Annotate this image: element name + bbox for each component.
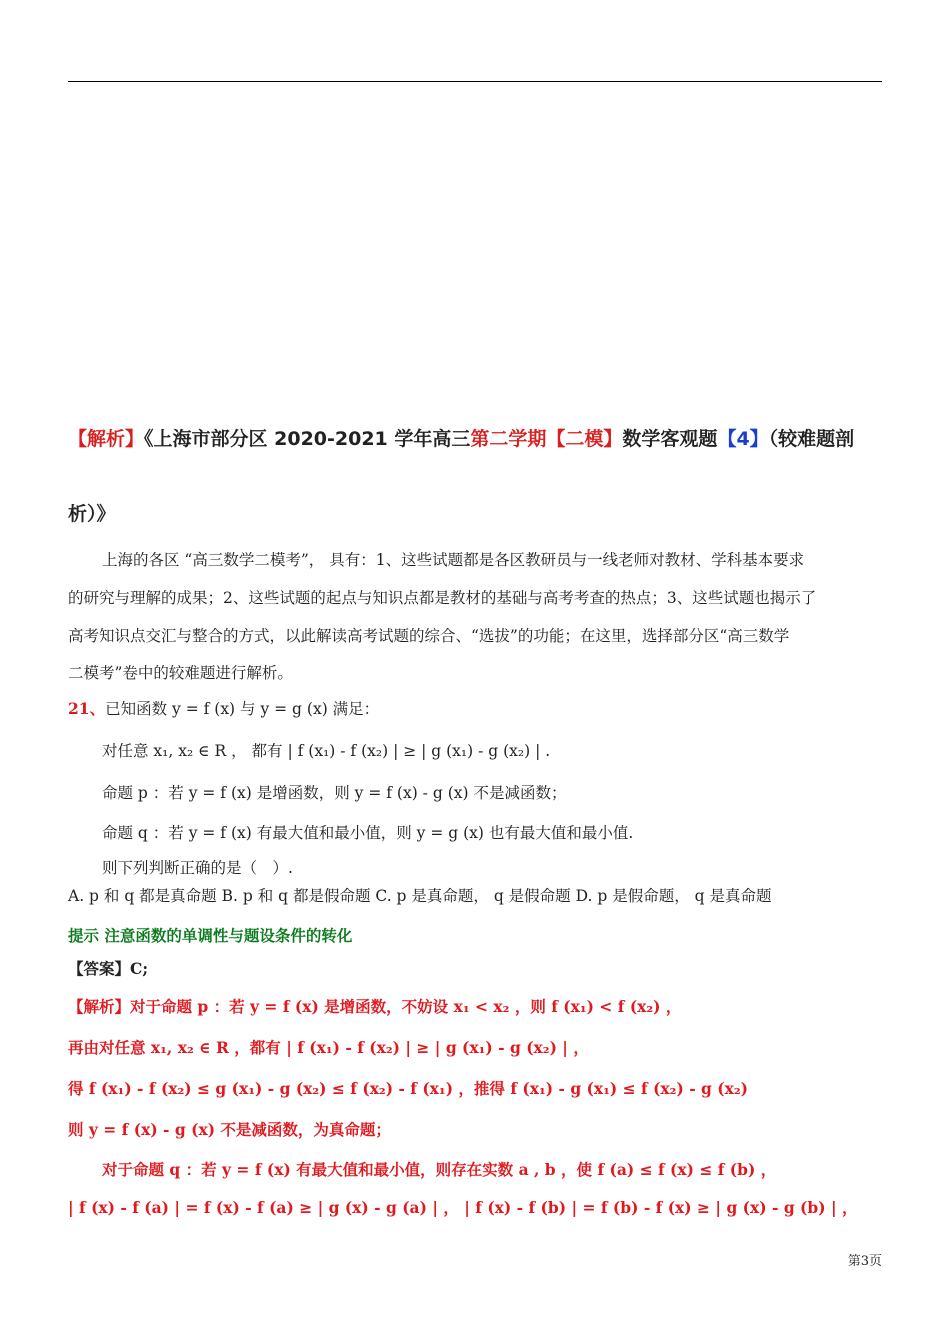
title-part1: 《上海市部分区 2020-2021 学年高三 (144, 428, 471, 450)
analysis-line-5: 对于命题 q ：若 y = f (x) 有最大值和最小值，则存在实数 a , b ，使 f (a) ≤ f (x) ≤ f (b) ， (102, 1160, 777, 1179)
title-highlight: 第二学期【二模】 (470, 428, 623, 450)
intro-line-1: 上海的各区 “高三数学二模考”， 具有：1、这些试题都是各区教研员与一线老师对教材、学科基本要求 (102, 551, 805, 569)
analysis-line-2: 再由对任意 x₁, x₂ ∈ R ，都有 | f (x₁) - f (x₂) | ≥ | g (x₁) - g (x₂) | ， (68, 1038, 589, 1057)
problem-question: 则下列判断正确的是（ ）. (102, 859, 293, 877)
problem-condition: 对任意 x₁, x₂ ∈ R ， 都有 | f (x₁) - f (x₂) | ≥ | g (x₁) - g (x₂) | . (102, 742, 551, 760)
analysis-line-6: | f (x) - f (a) | = f (x) - f (a) ≥ | g (x) - g (a) | ， | f (x) - f (b) | = f (b) - f (x) ≥ | g (x) - g (b) | ， (68, 1198, 858, 1217)
header-rule (68, 81, 882, 82)
proposition-p: 命题 p ：若 y = f (x) 是增函数，则 y = f (x) - g (x) 不是减函数； (102, 784, 567, 802)
answer-line (68, 958, 882, 980)
proposition-q: 命题 q ：若 y = f (x) 有最大值和最小值，则 y = g (x) 也有最大值和最小值. (102, 824, 634, 842)
problem-number: 21、 (68, 699, 106, 718)
problem-stem-line (68, 698, 882, 720)
page-number: 第3页 (847, 1254, 882, 1269)
section-title (68, 424, 882, 451)
title-part3: （较难题剖 (768, 428, 855, 450)
analysis-line-1: 【解析】对于命题 p ：若 y = f (x) 是增函数，不妨设 x₁ < x₂ ，则 f (x₁) < f (x₂) ， (68, 997, 682, 1016)
answer-label: 【答案】 (68, 959, 131, 978)
analysis-line-3: 得 f (x₁) - f (x₂) ≤ g (x₁) - g (x₂) ≤ f (x₂) - f (x₁) ，推得 f (x₁) - g (x₁) ≤ f (x₂) - g (x₂) (68, 1079, 748, 1098)
intro-line-2: 的研究与理解的成果；2、这些试题的起点与知识点都是教材的基础与高考考查的热点；3、这些试题也揭示了 (68, 589, 817, 607)
problem-stem: 已知函数 y = f (x) 与 y = g (x) 满足： (105, 700, 380, 718)
hint-text: 提示 注意函数的单调性与题设条件的转化 (68, 927, 353, 945)
title-label: 【解析】 (68, 428, 145, 450)
title-number: 【4】 (717, 428, 769, 450)
analysis-line-4: 则 y = f (x) - g (x) 不是减函数，为真命题； (68, 1120, 391, 1139)
intro-line-4: 二模考”卷中的较难题进行解析。 (68, 664, 293, 682)
intro-line-3: 高考知识点交汇与整合的方式，以此解读高考试题的综合、“选拔”的功能；在这里，选择部分区“高三数学 (68, 627, 790, 645)
section-title-line2: 析）》 (68, 503, 116, 525)
title-part2: 数学客观题 (622, 428, 718, 450)
answer-options: A. p 和 q 都是真命题 B. p 和 q 都是假命题 C. p 是真命题， q 是假命题 D. p 是假命题， q 是真命题 (68, 887, 772, 905)
answer-value: C; (130, 959, 149, 978)
